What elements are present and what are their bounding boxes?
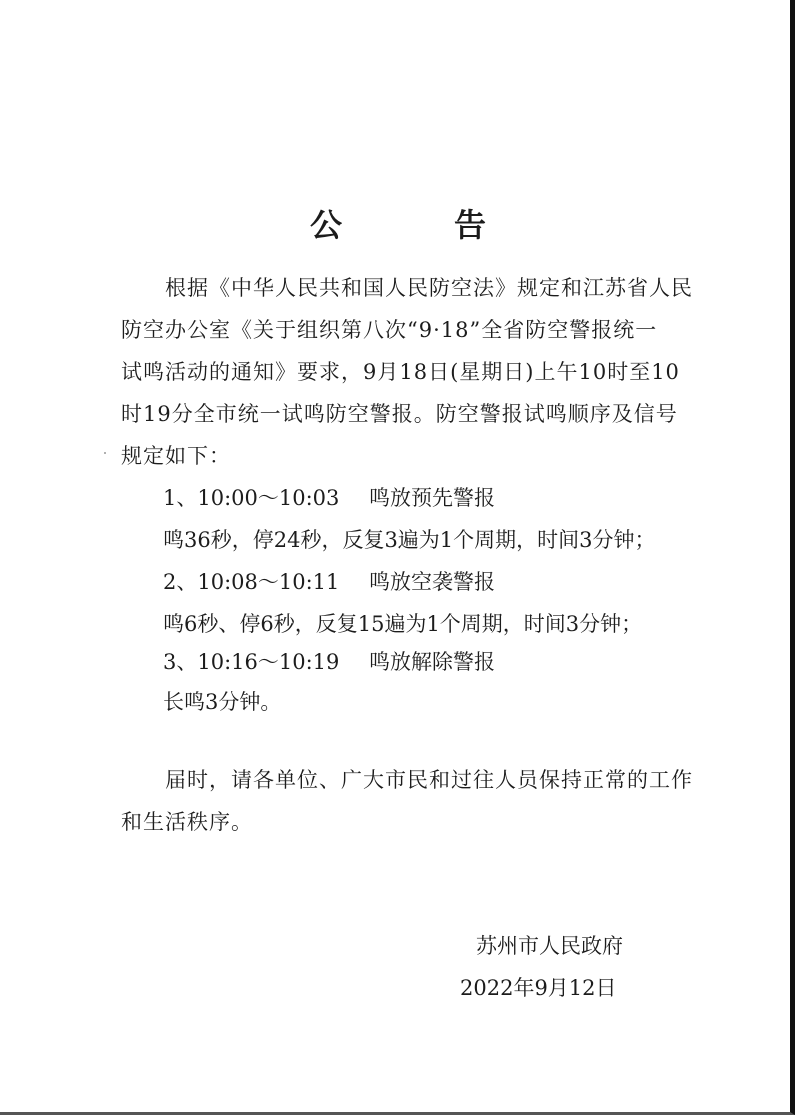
schedule-3-label: 3、10:16～10:19 [163,650,340,674]
issuer: 苏州市人民政府 [476,934,623,958]
scan-speck [104,452,106,454]
closing-line-1: 届时，请各单位、广大市民和过往人员保持正常的工作 [121,768,693,792]
schedule-3-detail: 长鸣3分钟。 [163,690,282,714]
schedule-2-label: 2、10:08～10:11 [163,570,340,594]
schedule-2-signal: 鸣放空袭警报 [369,570,495,594]
schedule-2-detail: 鸣6秒、停6秒，反复15遍为1个周期，时间3分钟； [163,612,643,636]
schedule-3-signal: 鸣放解除警报 [369,650,495,674]
intro-line-2: 防空办公室《关于组织第八次“9·18”全省防空警报统一 [121,318,658,342]
intro-line-3: 试鸣活动的通知》要求，9月18日(星期日)上午10时至10 [121,360,680,384]
schedule-1-signal: 鸣放预先警报 [369,486,495,510]
issue-date: 2022年9月12日 [460,976,617,1000]
intro-line-4: 时19分全市统一试鸣防空警报。防空警报试鸣顺序及信号 [121,402,678,426]
schedule-1-label: 1、10:00～10:03 [163,486,340,510]
intro-line-1: 根据《中华人民共和国人民防空法》规定和江苏省人民 [121,276,693,300]
schedule-1-detail: 鸣36秒，停24秒，反复3遍为1个周期，时间3分钟； [163,528,656,552]
document-title: 公 告 [309,206,526,244]
closing-line-2: 和生活秩序。 [121,810,253,834]
intro-line-5: 规定如下： [121,444,231,468]
